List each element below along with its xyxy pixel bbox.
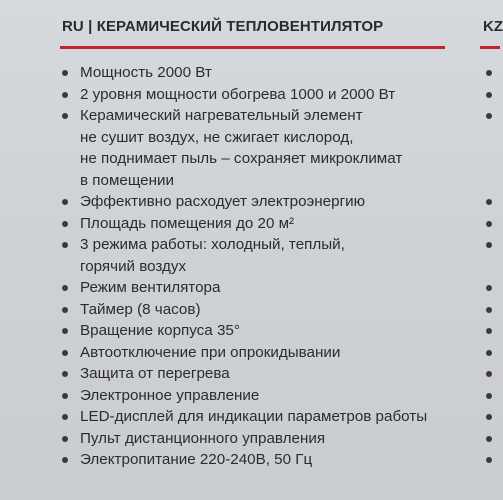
feature-text: Керамический нагревательный элемент не сушит воздух, не сжигает кислород, не поднимает пыль – сохраняет микроклимат в помещении — [80, 107, 403, 189]
bullet-icon — [62, 414, 68, 420]
feature-item — [60, 191, 460, 213]
feature-item — [60, 385, 460, 407]
bullet-icon — [62, 307, 68, 313]
bullet-icon — [486, 307, 492, 313]
bullet-icon — [486, 350, 492, 356]
bullet-icon — [62, 113, 68, 119]
bullet-icon — [62, 70, 68, 76]
section-header — [0, 0, 503, 50]
feature-item — [60, 363, 460, 385]
bullet-icon — [62, 221, 68, 227]
feature-item — [60, 234, 460, 277]
next-title-underline — [480, 46, 500, 49]
feature-text: Автоотключение при опрокидывании — [80, 343, 341, 361]
bullet-icon — [62, 285, 68, 291]
feature-item — [60, 342, 460, 364]
bullet-icon — [62, 436, 68, 442]
bullet-icon — [486, 113, 492, 119]
feature-text: 2 уровня мощности обогрева 1000 и 2000 Вт — [80, 85, 396, 103]
bullet-icon — [486, 436, 492, 442]
feature-item — [60, 449, 460, 471]
bullet-icon — [62, 328, 68, 334]
section-title: RU | КЕРАМИЧЕСКИЙ ТЕПЛОВЕНТИЛЯТОР — [62, 18, 384, 35]
bullet-icon — [486, 285, 492, 291]
bullet-icon — [486, 242, 492, 248]
bullet-icon — [486, 371, 492, 377]
feature-text: Режим вентилятора — [80, 279, 221, 296]
feature-item — [60, 84, 460, 106]
bullet-icon — [486, 393, 492, 399]
bullet-icon — [62, 199, 68, 205]
feature-text: 3 режима работы: холодный, теплый, горячий воздух — [80, 236, 345, 275]
feature-item — [60, 277, 460, 299]
feature-text: Мощность 2000 Вт — [80, 64, 212, 81]
bullet-icon — [486, 221, 492, 227]
next-section-title: KZ — [483, 18, 503, 35]
bullet-icon — [62, 242, 68, 248]
feature-item — [60, 320, 460, 342]
feature-text: Пульт дистанционного управления — [80, 429, 326, 447]
bullet-icon — [486, 199, 492, 205]
bullet-icon — [62, 457, 68, 463]
bullet-icon — [62, 371, 68, 377]
bullet-icon — [62, 393, 68, 399]
feature-text: Электропитание 220-240В, 50 Гц — [80, 451, 313, 468]
bullet-icon — [486, 328, 492, 334]
feature-item — [60, 299, 460, 321]
feature-text: Эффективно расходует электроэнергию — [80, 193, 365, 210]
bullet-icon — [486, 457, 492, 463]
feature-text: LED-дисплей для индикации параметров работы — [80, 408, 428, 425]
feature-text: Вращение корпуса 35° — [80, 322, 240, 339]
title-underline — [60, 46, 445, 49]
feature-text: Защита от перегрева — [80, 365, 230, 382]
feature-text: Таймер (8 часов) — [80, 300, 201, 318]
feature-text: Электронное управление — [80, 386, 260, 404]
bullet-icon — [62, 350, 68, 356]
feature-list — [60, 62, 460, 471]
bullet-icon — [486, 92, 492, 98]
feature-item — [60, 213, 460, 235]
feature-text: Площадь помещения до 20 м² — [80, 214, 295, 232]
bullet-icon — [62, 92, 68, 98]
feature-item — [60, 105, 460, 191]
bullet-icon — [486, 414, 492, 420]
feature-item — [60, 428, 460, 450]
feature-item — [60, 406, 460, 428]
bullet-icon — [486, 70, 492, 76]
feature-item — [60, 62, 460, 84]
